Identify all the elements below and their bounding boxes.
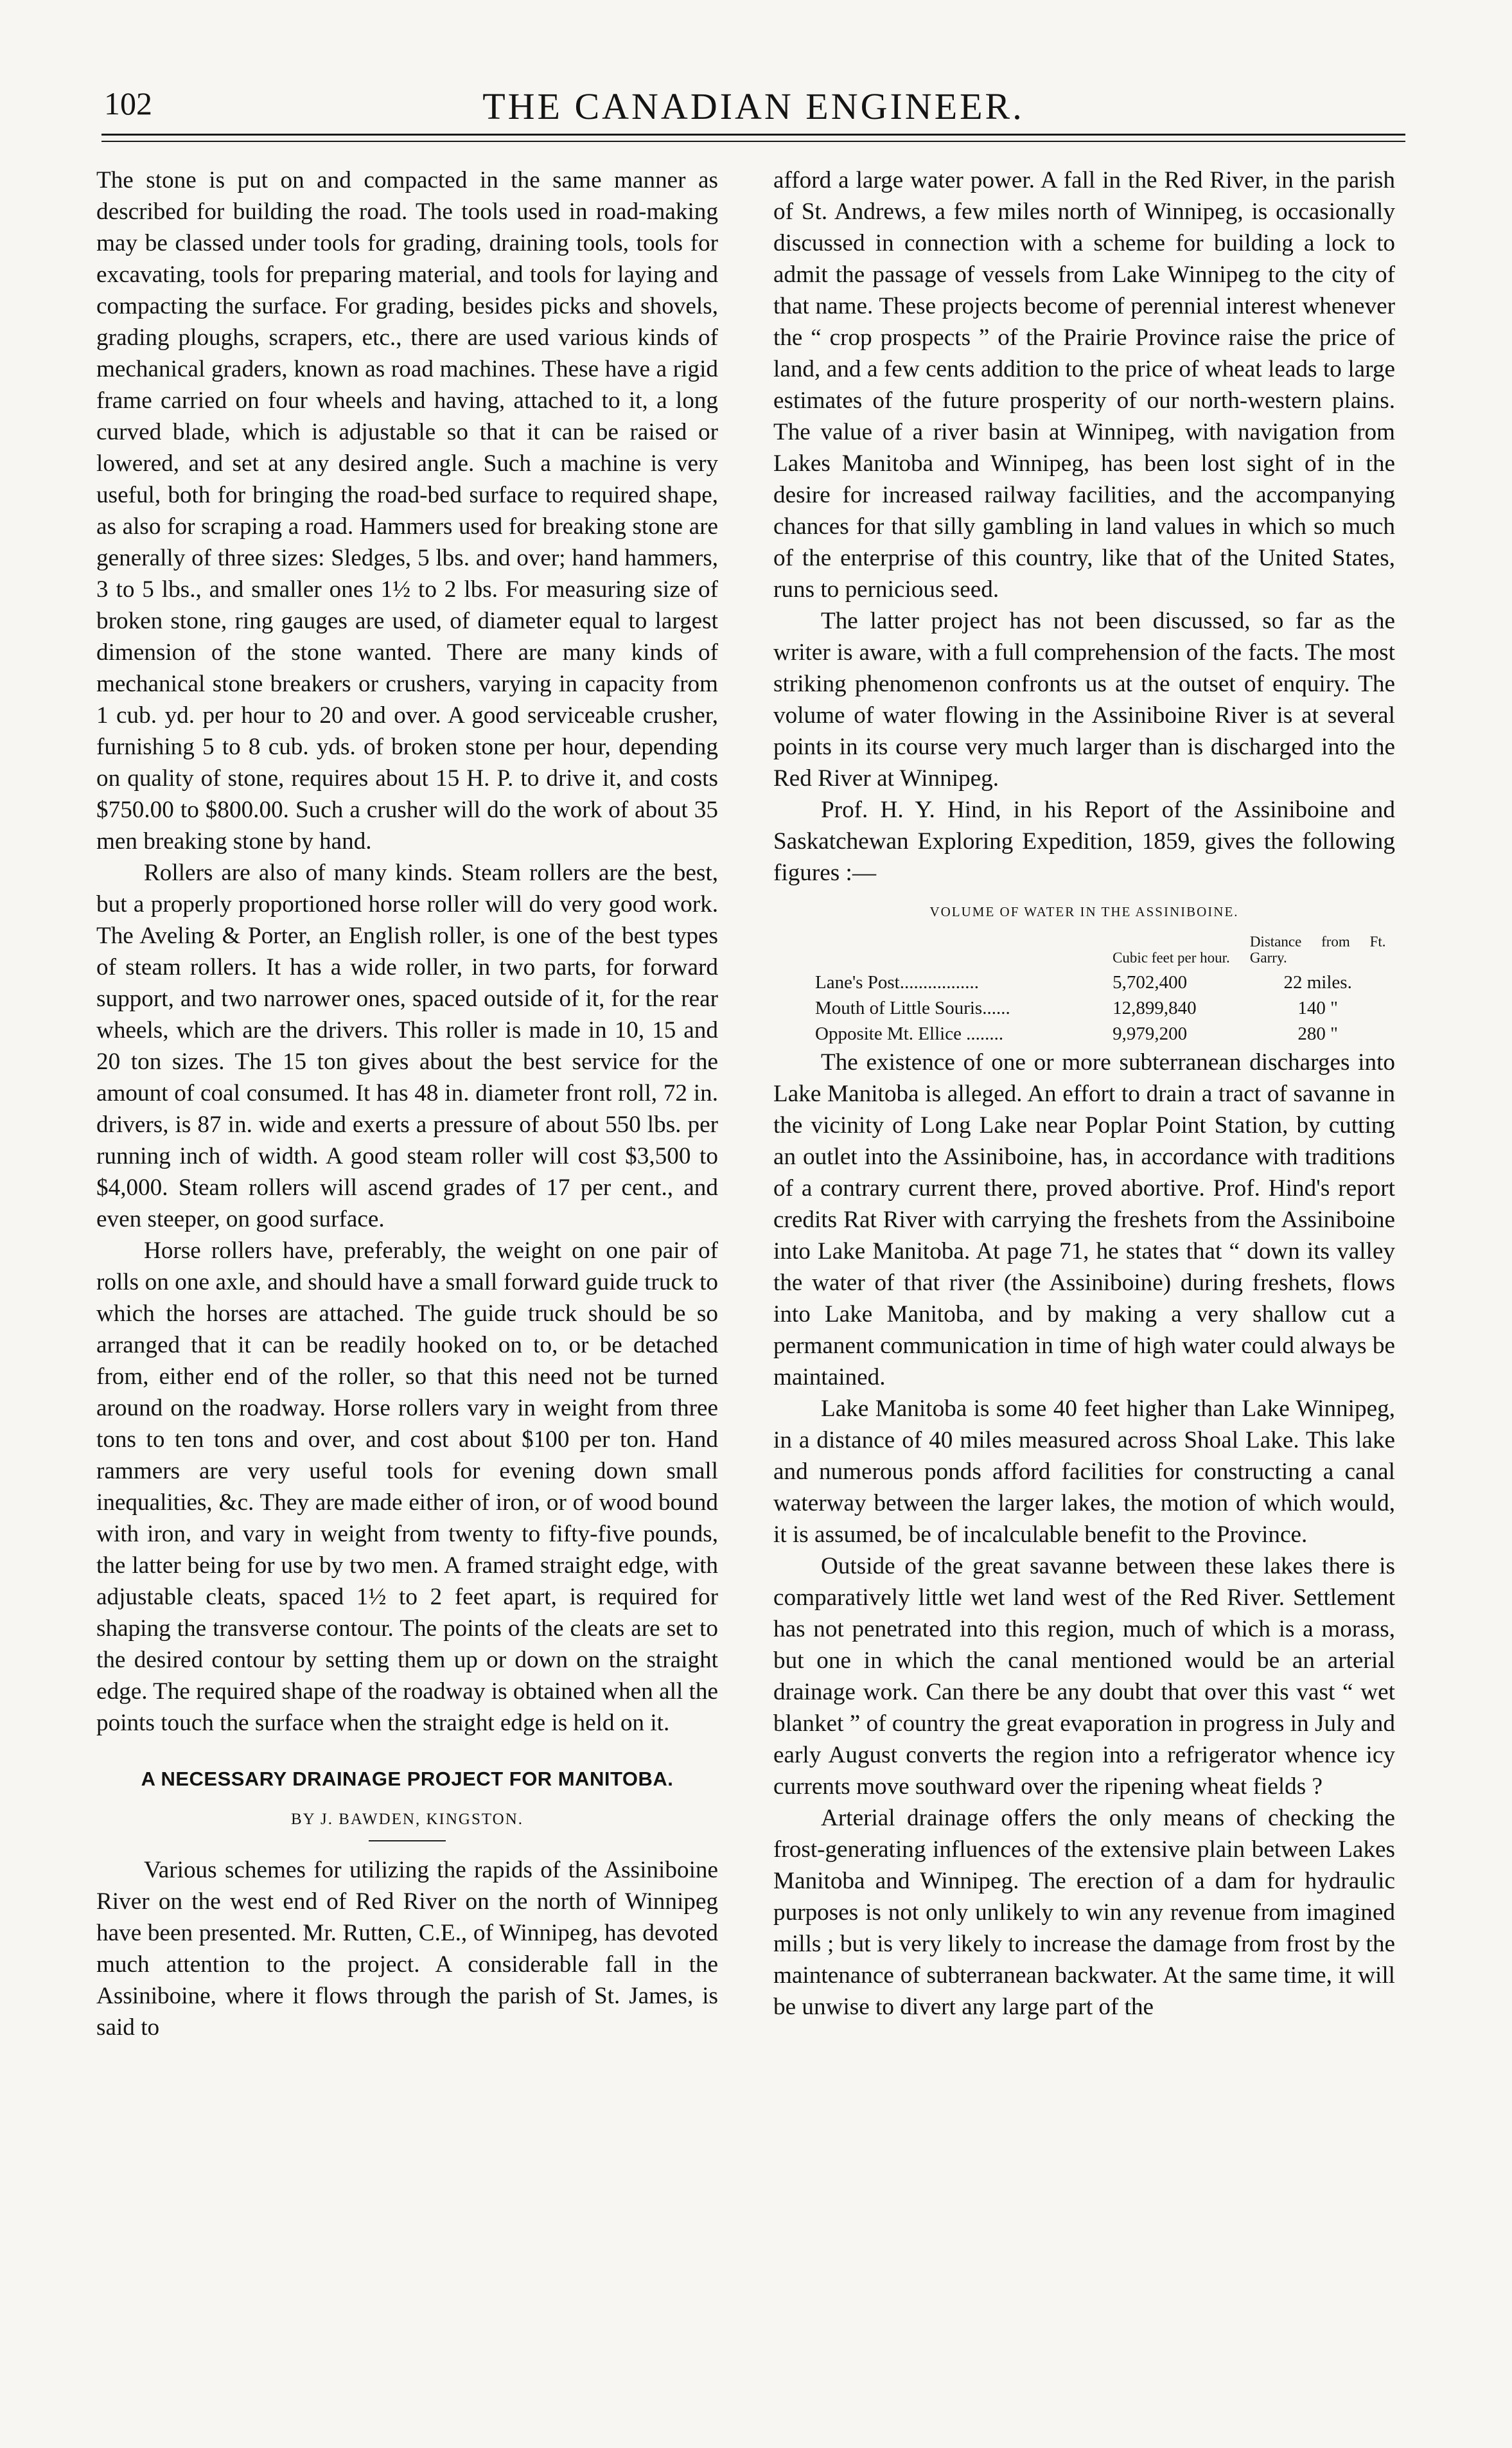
table-cell-place: Lane's Post.................	[815, 972, 979, 993]
article-byline: BY J. BAWDEN, KINGSTON.	[290, 1811, 524, 1828]
paragraph: Rollers are also of many kinds. Steam rollers are the best, but a properly proportioned horse roller will do very good work. The Aveling & Porter, an English roller, is one of the best types of steam rollers. It has a wide roller, in two parts, for forward support, and two narrower ones, spaced outside of it, for the rear wheels, which are the drivers. This roller is made in 10, 15 and 20 ton sizes. The 15 ton gives about the best service for the amount of coal consumed. It has 48 in. diameter front roll, 72 in. drivers, is 87 in. wide and exerts a pressure of about 550 lbs. per running inch of width. A good steam roller will cost $3,500 to $4,000. Steam rollers will ascend grades of 17 per cent., and even steeper, on good surface.	[96, 860, 718, 1232]
paragraph: The stone is put on and compacted in the same manner as described for building the road. The tools used in road-making may be classed under tools for grading, draining tools, tools for excavating, tools for preparing material, and tools for laying and compacting the surface. For grading, besides picks and shovels, grading ploughs, scrapers, etc., there are used various kinds of mechanical graders, known as road machines. These have a rigid frame carried on four wheels and having, attached to it, a long curved blade, which is adjustable so that it can be raised or lowered, and set at any desired angle. Such a machine is very useful, both for bringing the road-bed surface to required shape, as also for scraping a road. Hammers used for breaking stone are generally of three sizes: Sledges, 5 lbs. and over; hand hammers, 3 to 5 lbs., and smaller ones 1½ to 2 lbs. For measuring size of broken stone, ring gauges are used, of diameter equal to largest dimension of the stone wanted. There are many kinds of mechanical stone breakers or crushers, varying in capacity from 1 cub. yd. per hour to 20 and over. A good serviceable crusher, furnishing 5 to 8 cub. yds. of broken stone per hour, depending on quality of stone, requires about 15 H. P. to drive it, and costs $750.00 to $800.00. Such a crusher will do the work of about 35 men breaking stone by hand.	[96, 167, 718, 855]
paragraph: The latter project has not been discussed, so far as the writer is aware, with a full comprehension of the facts. The most striking phenomenon confronts us at the outset of enquiry. The volume of water flowing in the Assiniboine River is at several points in its course very much larger than is discharged into the Red River at Winnipeg.	[773, 608, 1395, 792]
page-header	[101, 82, 1405, 134]
table-caption: VOLUME OF WATER IN THE ASSINIBOINE.	[929, 904, 1239, 919]
table-header-distance: Distance from Ft. Garry.	[1249, 934, 1386, 966]
table-header-row	[814, 933, 1387, 970]
table-header-place	[814, 933, 1112, 970]
table-cell-distance: 280 "	[1297, 1024, 1338, 1044]
paragraph: Various schemes for utilizing the rapids of the Assiniboine River on the west end of Red River on the north of Winnipeg have been presented. Mr. Rutten, C.E., of Winnipeg, has devoted much attention to the project. A considerable fall in the Assiniboine, where it flows through the parish of St. James, is said to	[96, 1857, 718, 2041]
paragraph: Prof. H. Y. Hind, in his Report of the Assiniboine and Saskatchewan Exploring Expedition, 1859, gives the following figures :—	[773, 797, 1395, 886]
header-rule-bottom	[101, 141, 1405, 142]
paragraph: The existence of one or more subterranean discharges into Lake Manitoba is alleged. An effort to drain a tract of savanne in the vicinity of Long Lake near Poplar Point Station, by cutting an outlet into the Assiniboine, has, in accordance with traditions of a contrary current there, proved abortive. Prof. Hind's report credits Rat River with carrying the freshets from the Assiniboine into Lake Manitoba. At page 71, he states that “ down its valley the water of that river (the Assiniboine) during freshets, flows into Lake Manitoba, and by making a very shallow cut a permanent communication in time of high water could always be maintained.	[773, 1049, 1395, 1390]
table-cell-flow: 9,979,200	[1112, 1024, 1188, 1044]
paragraph: Horse rollers have, preferably, the weight on one pair of rolls on one axle, and should have a small forward guide truck to which the horses are attached. The guide truck should be so arranged that it can be readily hooked on to, or be detached from, either end of the roller, so that this need not be turned around on the roadway. Horse rollers vary in weight from three tons to ten tons and over, and cost about $100 per ton. Hand rammers are very useful tools for evening down small inequalities, &c. They are made either of iron, or of wood bound with iron, and vary in weight from twenty to fifty-five pounds, the latter being for use by two men. A framed straight edge, with adjustable cleats, spaced 1½ to 2 feet apart, is required for shaping the transverse contour. The points of the cleats are set to the desired contour by setting them up or down on the straight edge. The required shape of the roadway is obtained when all the points touch the surface when the straight edge is held on it.	[96, 1237, 718, 1736]
table-cell-flow: 5,702,400	[1112, 972, 1188, 993]
table-cell-flow: 12,899,840	[1112, 998, 1197, 1018]
article-heading: A NECESSARY DRAINAGE PROJECT FOR MANITOBA.	[141, 1768, 674, 1790]
paragraph: afford a large water power. A fall in the Red River, in the parish of St. Andrews, a few miles north of Winnipeg, is occasionally discussed in connection with a scheme for building a lock to admit the passage of vessels from Lake Winnipeg to the city of that name. These projects become of perennial interest whenever the “ crop prospects ” of the Prairie Province raise the price of land, and a few cents addition to the price of wheat leads to large estimates of the future prosperity of our north-western plains. The value of a river basin at Winnipeg, with navigation from Lakes Manitoba and Winnipeg, has been lost sight of in the desire for increased railway facilities, and the accompanying chances for that silly gambling in land values in which so much of the enterprise of this country, like that of the United States, runs to pernicious seed.	[773, 167, 1395, 603]
table-row	[814, 995, 1387, 1021]
table-cell-place: Opposite Mt. Ellice ........	[815, 1024, 1004, 1044]
journal-title: THE CANADIAN ENGINEER.	[482, 85, 1024, 127]
table-cell-place: Mouth of Little Souris......	[815, 998, 1010, 1018]
paragraph: Lake Manitoba is some 40 feet higher than Lake Winnipeg, in a distance of 40 miles measured across Shoal Lake. This lake and numerous ponds afford facilities for constructing a canal waterway between the larger lakes, the motion of which would, it is assumed, be of incalculable benefit to the Province.	[773, 1396, 1395, 1548]
header-rule-top	[101, 134, 1405, 136]
right-column	[773, 164, 1395, 2023]
page-number: 102	[104, 85, 152, 121]
left-column	[96, 164, 718, 2043]
paragraph: Arterial drainage offers the only means of checking the frost-generating influences of the extensive plain between Lakes Manitoba and Winnipeg. The erection of a dam for hydraulic purposes is not only unlikely to win any revenue from imagined mills ; but is very likely to increase the damage from frost by the maintenance of subterranean backwater. At the same time, it will be unwise to divert any large part of the	[773, 1805, 1395, 2020]
table-cell-distance: 140 "	[1297, 998, 1338, 1018]
table-row	[814, 970, 1387, 995]
water-volume-table	[814, 933, 1387, 1047]
table-row	[814, 1021, 1387, 1047]
byline-divider	[369, 1840, 446, 1841]
table-header-flow: Cubic feet per hour.	[1112, 950, 1230, 966]
paragraph: Outside of the great savanne between these lakes there is comparatively little wet land west of the Red River. Settlement has not penetrated into this region, much of which is a morass, but one in which the canal mentioned would be an arterial drainage work. Can there be any doubt that over this vast “ wet blanket ” of country the great evaporation in progress in July and early August converts the region into a refrigerator whence icy currents move southward over the ripening wheat fields ?	[773, 1553, 1395, 1800]
table-cell-distance: 22 miles.	[1283, 972, 1352, 993]
